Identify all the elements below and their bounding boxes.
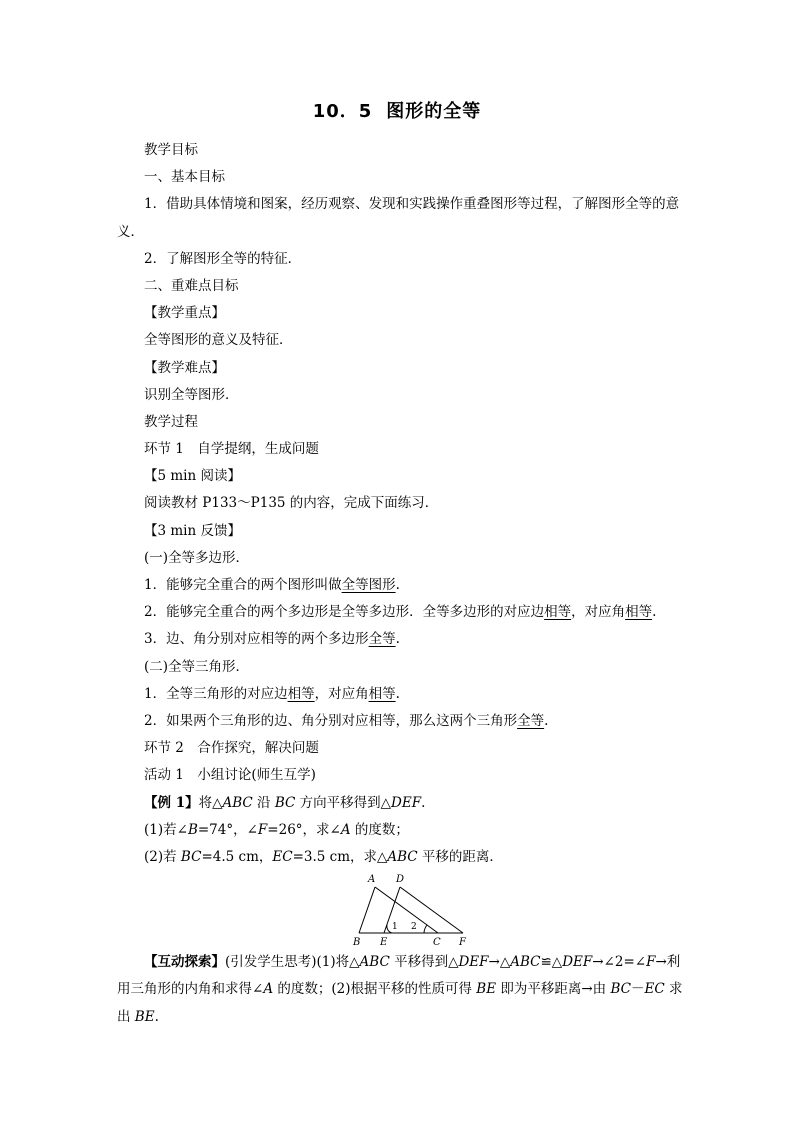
triangle-item-1: 1．全等三角形的对应边相等，对应角相等. xyxy=(144,685,400,702)
label-f: F xyxy=(459,937,466,949)
answer-blank: 全等 xyxy=(368,631,396,648)
key-objectives-heading: 二、重难点目标 xyxy=(144,277,239,294)
answer-blank: 相等 xyxy=(625,604,653,621)
label-c: C xyxy=(433,937,441,949)
triangle-heading: (二)全等三角形． xyxy=(144,658,250,675)
reading-label: 【5 min 阅读】 xyxy=(144,468,241,485)
example-label: 【例 1】 xyxy=(144,794,199,811)
section-number: 10．5 xyxy=(312,101,373,122)
triangle-item-2: 2．如果两个三角形的边、角分别对应相等，那么这两个三角形全等. xyxy=(144,712,549,729)
example-1-stem: 【例 1】将△ABC 沿 BC 方向平移得到△DEF. xyxy=(144,794,426,811)
basic-objectives-heading: 一、基本目标 xyxy=(144,169,225,186)
basic-objective-2: 2．了解图形全等的特征． xyxy=(144,250,302,267)
label-angle-1: 1 xyxy=(392,922,398,933)
polygon-item-2: 2．能够完全重合的两个多边形是全等多边形．全等多边形的对应边相等，对应角相等. xyxy=(144,604,657,621)
example-question-2: (2)若 BC=4.5 cm，EC=3.5 cm，求△ABC 平移的距离． xyxy=(144,848,503,865)
triangle-translation-diagram xyxy=(349,871,479,949)
label-angle-2: 2 xyxy=(411,922,417,933)
teaching-difficulty-label: 【教学难点】 xyxy=(144,359,225,376)
polygon-item-3: 3．边、角分别对应相等的两个多边形全等. xyxy=(144,631,400,648)
teaching-focus-label: 【教学重点】 xyxy=(144,305,225,322)
answer-blank: 相等 xyxy=(368,685,396,702)
step-1-heading: 环节 1 自学提纲，生成问题 xyxy=(144,441,319,458)
activity-1-heading: 活动 1 小组讨论(师生互学) xyxy=(144,767,316,784)
label-b: B xyxy=(353,937,361,949)
side-df xyxy=(400,887,463,933)
basic-objective-1: 1．借助具体情境和图案，经历观察、发现和实践操作重叠图形等过程，了解图形全等的意义． xyxy=(117,196,680,240)
lesson-content xyxy=(117,137,683,1031)
process-heading: 教学过程 xyxy=(144,413,198,430)
side-ab xyxy=(359,887,375,933)
interactive-exploration: 【互动探索】(引发学生思考)(1)将△ABC 平移得到△DEF→△ABC≌△DEF→∠2=∠F→利用三角形的内角和求得∠A 的度数；(2)根据平移的性质可得 BE 即为平移距离→由 BC－EC 求出 BE. xyxy=(117,954,683,1025)
polygon-heading: (一)全等多边形． xyxy=(144,549,250,566)
label-d: D xyxy=(396,874,405,886)
side-ac xyxy=(375,887,438,933)
label-a: A xyxy=(368,874,376,886)
polygon-item-1: 1．能够完全重合的两个图形叫做全等图形. xyxy=(144,577,400,594)
example-question-1: (1)若∠B=74°，∠F=26°，求∠A 的度数； xyxy=(144,821,409,838)
label-e: E xyxy=(380,937,388,949)
step-2-heading: 环节 2 合作探究，解决问题 xyxy=(144,740,319,757)
reading-text: 阅读教材 P133～P135 的内容，完成下面练习． xyxy=(144,495,439,512)
answer-blank: 全等 xyxy=(517,712,545,729)
objectives-heading: 教学目标 xyxy=(144,142,198,158)
teaching-difficulty-text: 识别全等图形． xyxy=(144,386,239,403)
page-title xyxy=(0,97,794,123)
translation-figure xyxy=(117,871,683,949)
section-title: 图形的全等 xyxy=(386,101,482,122)
answer-blank: 全等图形 xyxy=(341,577,396,594)
answer-blank: 相等 xyxy=(544,604,572,621)
feedback-label: 【3 min 反馈】 xyxy=(144,522,241,539)
teaching-focus-text: 全等图形的意义及特征． xyxy=(144,332,293,349)
explore-label: 【互动探索】 xyxy=(144,954,225,971)
angle-2-arc xyxy=(424,925,427,933)
answer-blank: 相等 xyxy=(287,685,315,702)
